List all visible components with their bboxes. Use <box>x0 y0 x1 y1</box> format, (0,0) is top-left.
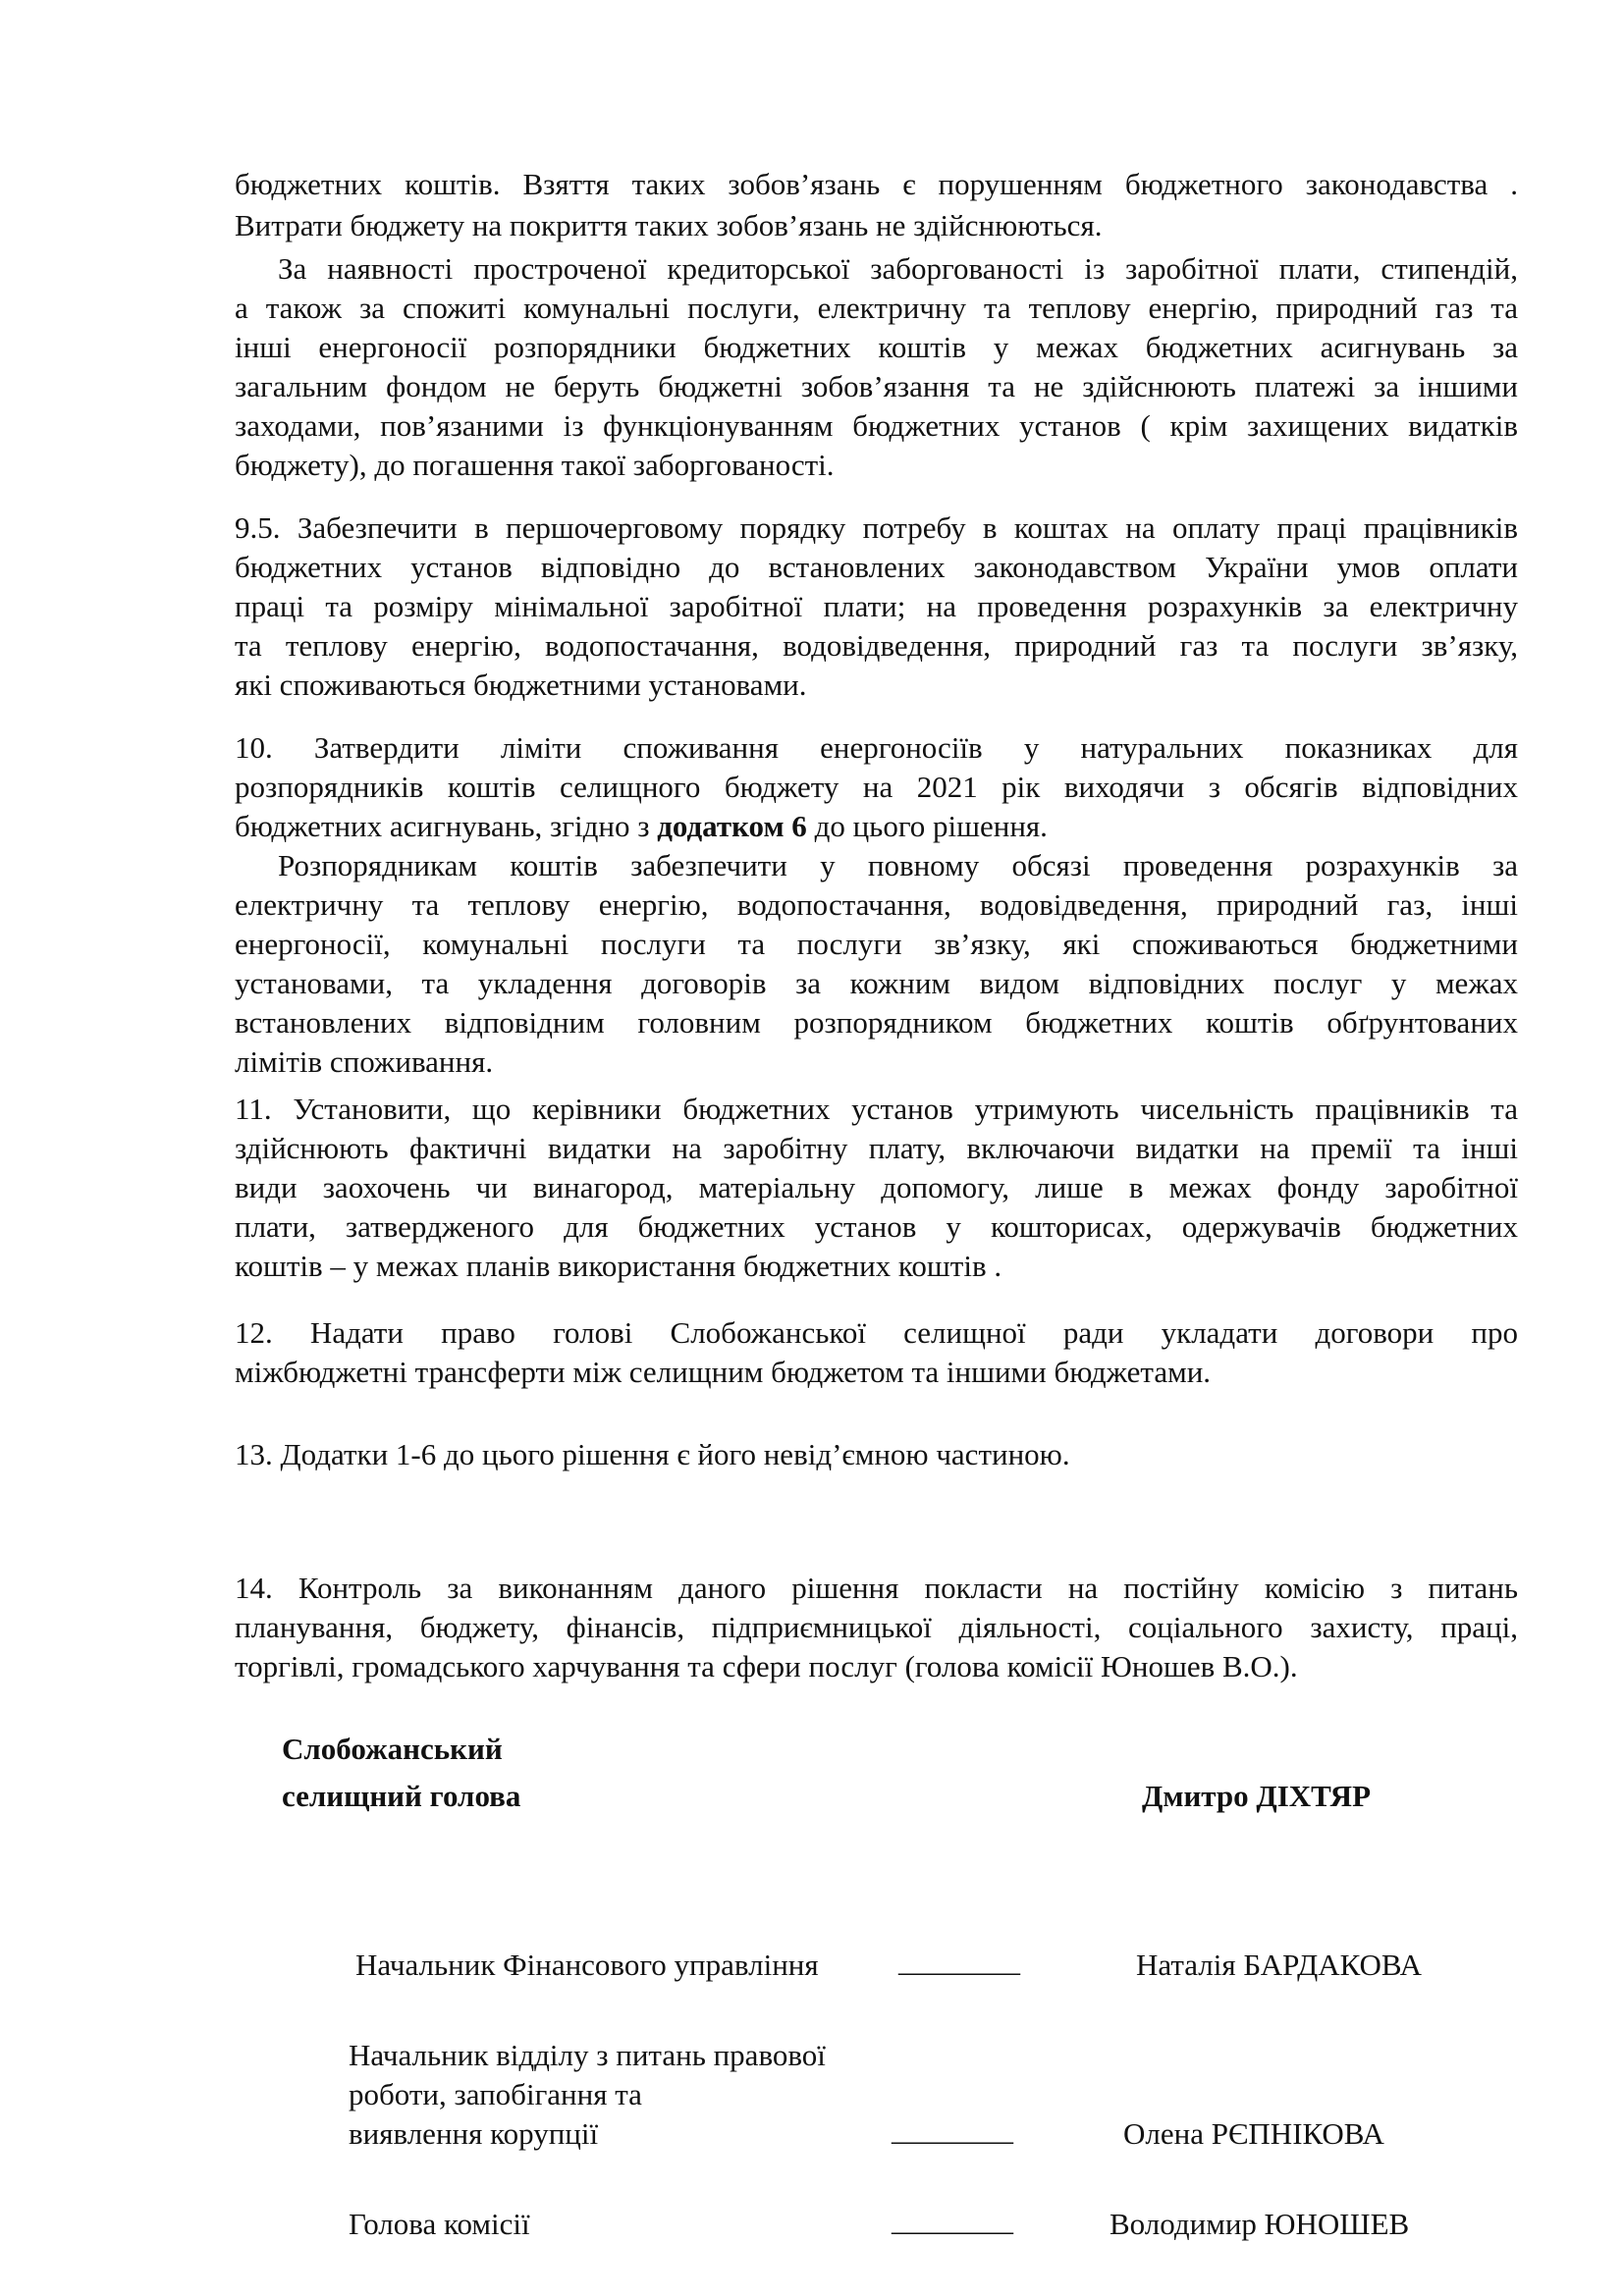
text-line: плати, затвердженого для бюджетних установ у кошторисах, одержувачів бюджетних <box>235 1209 1518 1244</box>
text-line: 10. Затвердити ліміти споживання енергоносіїв у натуральних показниках для <box>235 730 1518 765</box>
text-line: планування, бюджету, фінансів, підприємницької діяльності, соціального захисту, праці, <box>235 1610 1518 1644</box>
appendix-reference: додатком 6 <box>657 809 807 843</box>
text-line: 11. Установити, що керівники бюджетних установ утримують чисельність працівників та <box>235 1092 1518 1126</box>
paragraph-10 <box>235 728 1518 846</box>
paragraph-budget-obligations <box>235 165 1518 245</box>
text-line: 14. Контроль за виконанням даного рішення покласти на постійну комісію з питань <box>235 1571 1518 1605</box>
text-segment: бюджетних асигнувань, згідно з <box>235 809 658 843</box>
legal-head-title <box>349 2036 826 2154</box>
paragraph-11 <box>235 1090 1518 1286</box>
text-line: Витрати бюджету на покриття таких зобов’язань не здійснюються. <box>235 208 1103 242</box>
text-line: міжбюджетні трансферти між селищним бюджетом та іншими бюджетами. <box>235 1355 1212 1389</box>
signature-line: ________ <box>892 2112 1013 2147</box>
finance-head-title: Начальник Фінансового управління <box>355 1948 819 1982</box>
text-line: електричну та теплову енергію, водопостачання, водовідведення, природний газ, інші <box>235 887 1518 922</box>
paragraph-14 <box>235 1569 1518 1686</box>
text-line: установами, та укладення договорів за кожним видом відповідних послуг у межах <box>235 966 1518 1000</box>
paragraph-overdue-payables <box>235 249 1518 485</box>
legal-title-line: виявлення корупції <box>349 2116 599 2151</box>
text-line: торгівлі, громадського харчування та сфери послуг (голова комісії Юношев В.О.). <box>235 1649 1298 1683</box>
signature-line: ________ <box>898 1944 1020 1978</box>
text-line: які споживаються бюджетними установами. <box>235 667 807 702</box>
text-line: енергоносії, комунальні послуги та послуги зв’язку, які споживаються бюджетними <box>235 927 1518 961</box>
text-line: праці та розміру мінімальної заробітної плати; на проведення розрахунків за електричну <box>235 589 1518 623</box>
text-line: коштів – у межах планів використання бюджетних коштів . <box>235 1249 1002 1283</box>
legal-head-name: Олена РЄПНІКОВА <box>1123 2116 1384 2151</box>
text-line: заходами, пов’язаними із функціонуванням бюджетних установ ( крім захищених видатків <box>235 408 1518 443</box>
text-line: інші енергоносії розпорядники бюджетних коштів у межах бюджетних асигнувань за <box>235 330 1518 364</box>
text-line: а також за спожиті комунальні послуги, електричну та теплову енергію, природний газ та <box>235 291 1518 325</box>
text-segment: до цього рішення. <box>806 809 1048 843</box>
text-line: та теплову енергію, водопостачання, водовідведення, природний газ та послуги зв’язку, <box>235 628 1518 663</box>
text-line: лімітів споживання. <box>235 1044 494 1079</box>
paragraph-9-5 <box>235 508 1518 705</box>
text-line: бюджетних установ відповідно до встановлених законодавством України умов оплати <box>235 550 1518 584</box>
legal-title-line: роботи, запобігання та <box>349 2077 642 2111</box>
head-name: Дмитро ДІХТЯР <box>1142 1779 1371 1813</box>
text-line <box>235 807 1518 846</box>
legal-title-line: Начальник відділу з питань правової <box>349 2038 826 2072</box>
paragraph-12 <box>235 1313 1518 1392</box>
commission-head-title: Голова комісії <box>349 2207 530 2241</box>
text-line: розпорядників коштів селищного бюджету на 2021 рік виходячи з обсягів відповідних <box>235 770 1518 804</box>
commission-head-name: Володимир ЮНОШЕВ <box>1110 2207 1410 2241</box>
text-line: 9.5. Забезпечити в першочерговому порядку потребу в коштах на оплату праці працівників <box>235 510 1518 545</box>
head-title <box>282 1730 520 1816</box>
paragraph-energy-payments <box>235 846 1518 1082</box>
text-line: 13. Додатки 1-6 до цього рішення є його невід’ємною частиною. <box>235 1437 1070 1471</box>
head-title-line: селищний голова <box>282 1779 521 1813</box>
head-title-line: Слобожанський <box>282 1732 503 1766</box>
text-line: здійснюють фактичні видатки на заробітну плату, включаючи видатки на премії та інші <box>235 1131 1518 1165</box>
signature-line: ________ <box>892 2203 1013 2237</box>
text-line: 12. Надати право голові Слобожанської селищної ради укладати договори про <box>235 1315 1518 1350</box>
text-line: Розпорядникам коштів забезпечити у повному обсязі проведення розрахунків за <box>278 848 1518 882</box>
text-line: загальним фондом не беруть бюджетні зобов’язання та не здійснюють платежі за іншими <box>235 369 1518 403</box>
paragraph-13 <box>235 1435 1518 1474</box>
text-line: види заохочень чи винагород, матеріальну допомогу, лише в межах фонду заробітної <box>235 1170 1518 1204</box>
finance-head-name: Наталія БАРДАКОВА <box>1136 1948 1423 1982</box>
text-line: бюджету), до погашення такої заборгованості. <box>235 448 835 482</box>
text-line: За наявності простроченої кредиторської заборгованості із заробітної плати, стипендій, <box>278 251 1518 286</box>
text-line: встановлених відповідним головним розпорядником бюджетних коштів обґрунтованих <box>235 1005 1518 1040</box>
text-line: бюджетних коштів. Взяття таких зобов’язань є порушенням бюджетного законодавства . <box>235 167 1518 201</box>
